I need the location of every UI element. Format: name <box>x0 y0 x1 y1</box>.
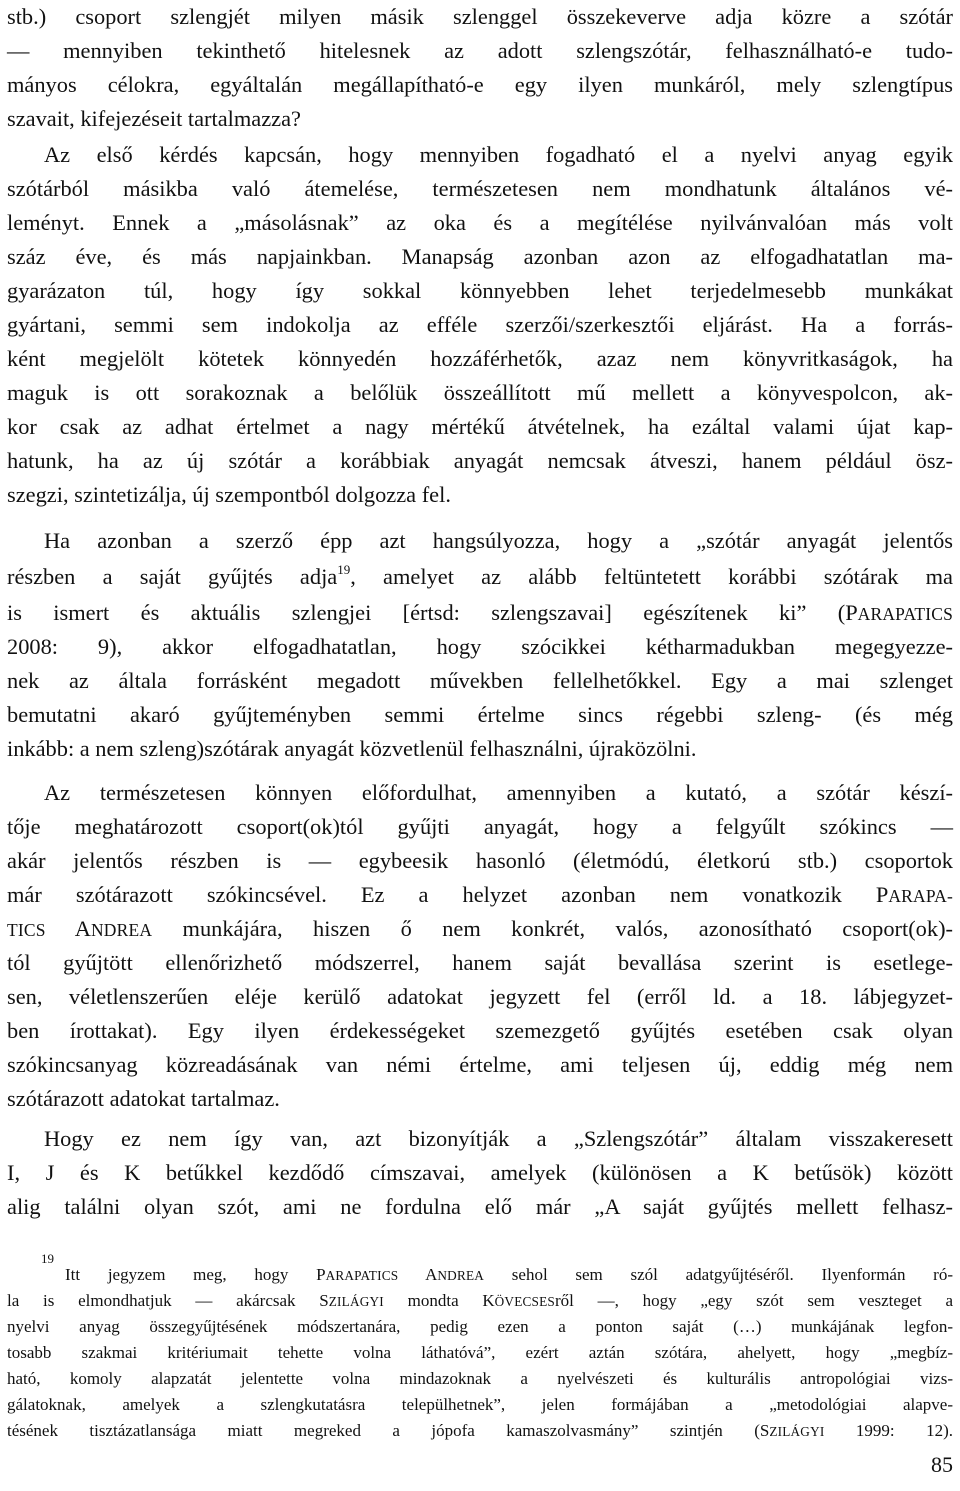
text-line: szótárazott adatokat tartalmaz. <box>7 1086 280 1111</box>
footnote-line: nyelvi anyag összegyűjtésének módszertanára, pedig ezen a ponton saját (…) munkájának legfon- <box>7 1317 953 1336</box>
text-line: maguk is ott sorakoznak a belőlük összeállított mű mellett a könyvespolcon, ak- <box>7 380 953 405</box>
text-line: szótárból másikba való átemelése, természetesen nem mondhatunk általános vé- <box>7 176 953 201</box>
text-line <box>7 560 953 594</box>
footnote-line <box>7 1418 953 1444</box>
text-line: hatunk, ha az új szótár a korábbiak anyagát nemcsak átveszi, hanem például ösz- <box>7 448 953 473</box>
text-line: gyarázaton túl, hogy így sokkal könnyebben lehet terjedelmesebb munkákat <box>7 278 953 303</box>
text-line: akár jelentős részben is — egybeesik hasonló (életmódú, életkorú stb.) csoportok <box>7 848 953 873</box>
author-smallcaps: ARAPATICS <box>857 604 953 624</box>
text-line: bemutatni akaró gyűjteményben semmi értelme sincs régebbi szleng- (és még <box>7 702 953 727</box>
text-line: gyártani, semmi sem indokolja az efféle szerzői/szerkesztői eljárást. Ha a forrás- <box>7 312 953 337</box>
text-line: inkább: a nem szleng)szótárak anyagát közvetlenül felhasználni, újraközölni. <box>7 736 697 761</box>
text-line: kor csak az adhat értelmet a nagy mértékű átvételnek, ha ezáltal valami újat kap- <box>7 414 953 439</box>
author-smallcaps: NDREA <box>437 1268 485 1283</box>
text-segment: sehol sem szól adatgyűjtéséről. Ilyenformán ró- <box>511 1265 954 1284</box>
text-line: Ha azonban a szerző épp azt hangsúlyozza, hogy a „szótár anyagát jelentős <box>44 528 953 553</box>
text-segment: A <box>425 1265 438 1284</box>
author-smallcaps: ZILÁGYI <box>328 1294 384 1309</box>
text-segment: részben a saját gyűjtés adja <box>7 564 338 589</box>
text-line <box>7 878 953 912</box>
text-line: leményt. Ennek a „másolásnak” az oka és a megítélése nyilvánvalóan más volt <box>7 210 953 235</box>
text-line: Hogy ez nem így van, azt bizonyítják a „Szlengszótár” általam visszakeresett <box>44 1126 953 1151</box>
text-segment: 1999: 12). <box>855 1421 953 1440</box>
footnote-line: gálatoknak, amelyek a szlengkutatásra települhetnek”, jelen formájában a „metodológiai alapve- <box>7 1395 953 1414</box>
text-line: száz éve, és más napjainkban. Manapság azonban azon az elfogadhatatlan ma- <box>7 244 953 269</box>
text-line: stb.) csoport szlengjét milyen másik szlenggel összekeverve adja közre a szótár <box>7 4 953 29</box>
text-line: szegzi, szintetizálja, új szempontból dolgozza fel. <box>7 482 451 507</box>
text-line: Az természetesen könnyen előfordulhat, amennyiben a kutató, a szótár készí- <box>44 780 953 805</box>
text-segment: munkájára, hiszen ő nem konkrét, valós, azonosítható csoport(ok)- <box>182 916 953 941</box>
text-line: sen, véletlenszerűen eléje kerülő adatokat jegyzett fel (erről ld. a 18. lábjegyzet- <box>7 984 953 1009</box>
page-number: 85 <box>931 1452 953 1477</box>
footnote-line <box>7 1288 953 1314</box>
text-line: szavait, kifejezéseit tartalmazza? <box>7 106 301 131</box>
text-line: tól gyűjtött ellenőrizhető módszerrel, hanem saját bevallása szerint is esetlege- <box>7 950 953 975</box>
text-line: TICS ANDREA munkájára, hiszen ő nem konkrét, valós, azonosítható csoport(ok)- <box>7 916 953 941</box>
text-segment: mondta K <box>407 1291 495 1310</box>
text-segment: tésének tisztázatlansága miatt megreked a jópofa kamaszolvasmány” szintjén (S <box>7 1421 770 1440</box>
text-line: szókincsanyag közreadásának van némi értelme, ami teljesen új, eddig még nem <box>7 1052 953 1077</box>
text-line: ként megjelölt kötetek könnyedén hozzáférhetők, azaz nem könyvritkaságok, ha <box>7 346 953 371</box>
text-line <box>7 596 953 630</box>
text-line: nek az általa forrásként megadott művekben fellelhetőkkel. Egy a mai szlenget <box>7 668 953 693</box>
author-smallcaps: ÖVECSES <box>494 1294 555 1309</box>
footnote-line: ható, komoly alapzatát jelentette volna mindazoknak a nyelvészeti és kulturális antropológiai vizs- <box>7 1369 953 1388</box>
author-smallcaps: ARAPATICS <box>325 1268 399 1283</box>
author-smallcaps: ZILÁGYI <box>769 1424 825 1439</box>
footnote-line <box>65 1262 953 1288</box>
text-line: alig találni olyan szót, ami ne fordulna elő már „A saját gyűjtés mellett felhasz- <box>7 1194 953 1219</box>
text-segment: már szótárazott szókincsével. Ez a helyzet azonban nem vonatkozik P <box>7 882 889 907</box>
text-segment: , amelyet az alább feltüntetett korábbi szótárak ma <box>350 564 953 589</box>
author-smallcaps: NDREA <box>90 920 153 940</box>
text-line: mányos célokra, egyáltalán megállapítható-e egy ilyen munkáról, mely szlengtípus <box>7 72 953 97</box>
text-line: tője meghatározott csoport(ok)tól gyűjti anyagát, hogy a felgyűlt szókincs — <box>7 814 953 839</box>
text-segment: la is elmondhatjuk — akárcsak S <box>7 1291 329 1310</box>
text-line: I, J és K betűkkel kezdődő címszavai, amelyek (különösen a K betűsök) között <box>7 1160 953 1185</box>
text-line: 2008: 9), akkor elfogadhatatlan, hogy szócikkei kétharmadukban megegyezze- <box>7 634 953 659</box>
text-segment: Itt jegyzem meg, hogy P <box>65 1265 326 1284</box>
text-segment: is ismert és aktuális szlengjei [értsd: szlengszavai] egészítenek ki” (P <box>7 600 858 625</box>
footnote-ref: 19 <box>337 562 351 577</box>
footnote-marker: 19 <box>41 1251 54 1266</box>
author-smallcaps: ARAPA- <box>888 886 953 906</box>
text-line: ben írottakat). Egy ilyen érdekességeket szemezgető gyűjtés esetében csak olyan <box>7 1018 953 1043</box>
text-line: — mennyiben tekinthető hitelesnek az adott szlengszótár, felhasználható-e tudo- <box>7 38 953 63</box>
text-segment: ről —, hogy „egy szót sem veszteget a <box>554 1291 953 1310</box>
footnote-line: tosabb szakmai kritériumait tehette volna láthatóvá”, ezért aztán szótára, ahelyett, hogy „megbíz- <box>7 1343 953 1362</box>
text-line: Az első kérdés kapcsán, hogy mennyiben fogadható el a nyelvi anyag egyik <box>44 142 953 167</box>
author-smallcaps: TICS <box>7 920 46 940</box>
